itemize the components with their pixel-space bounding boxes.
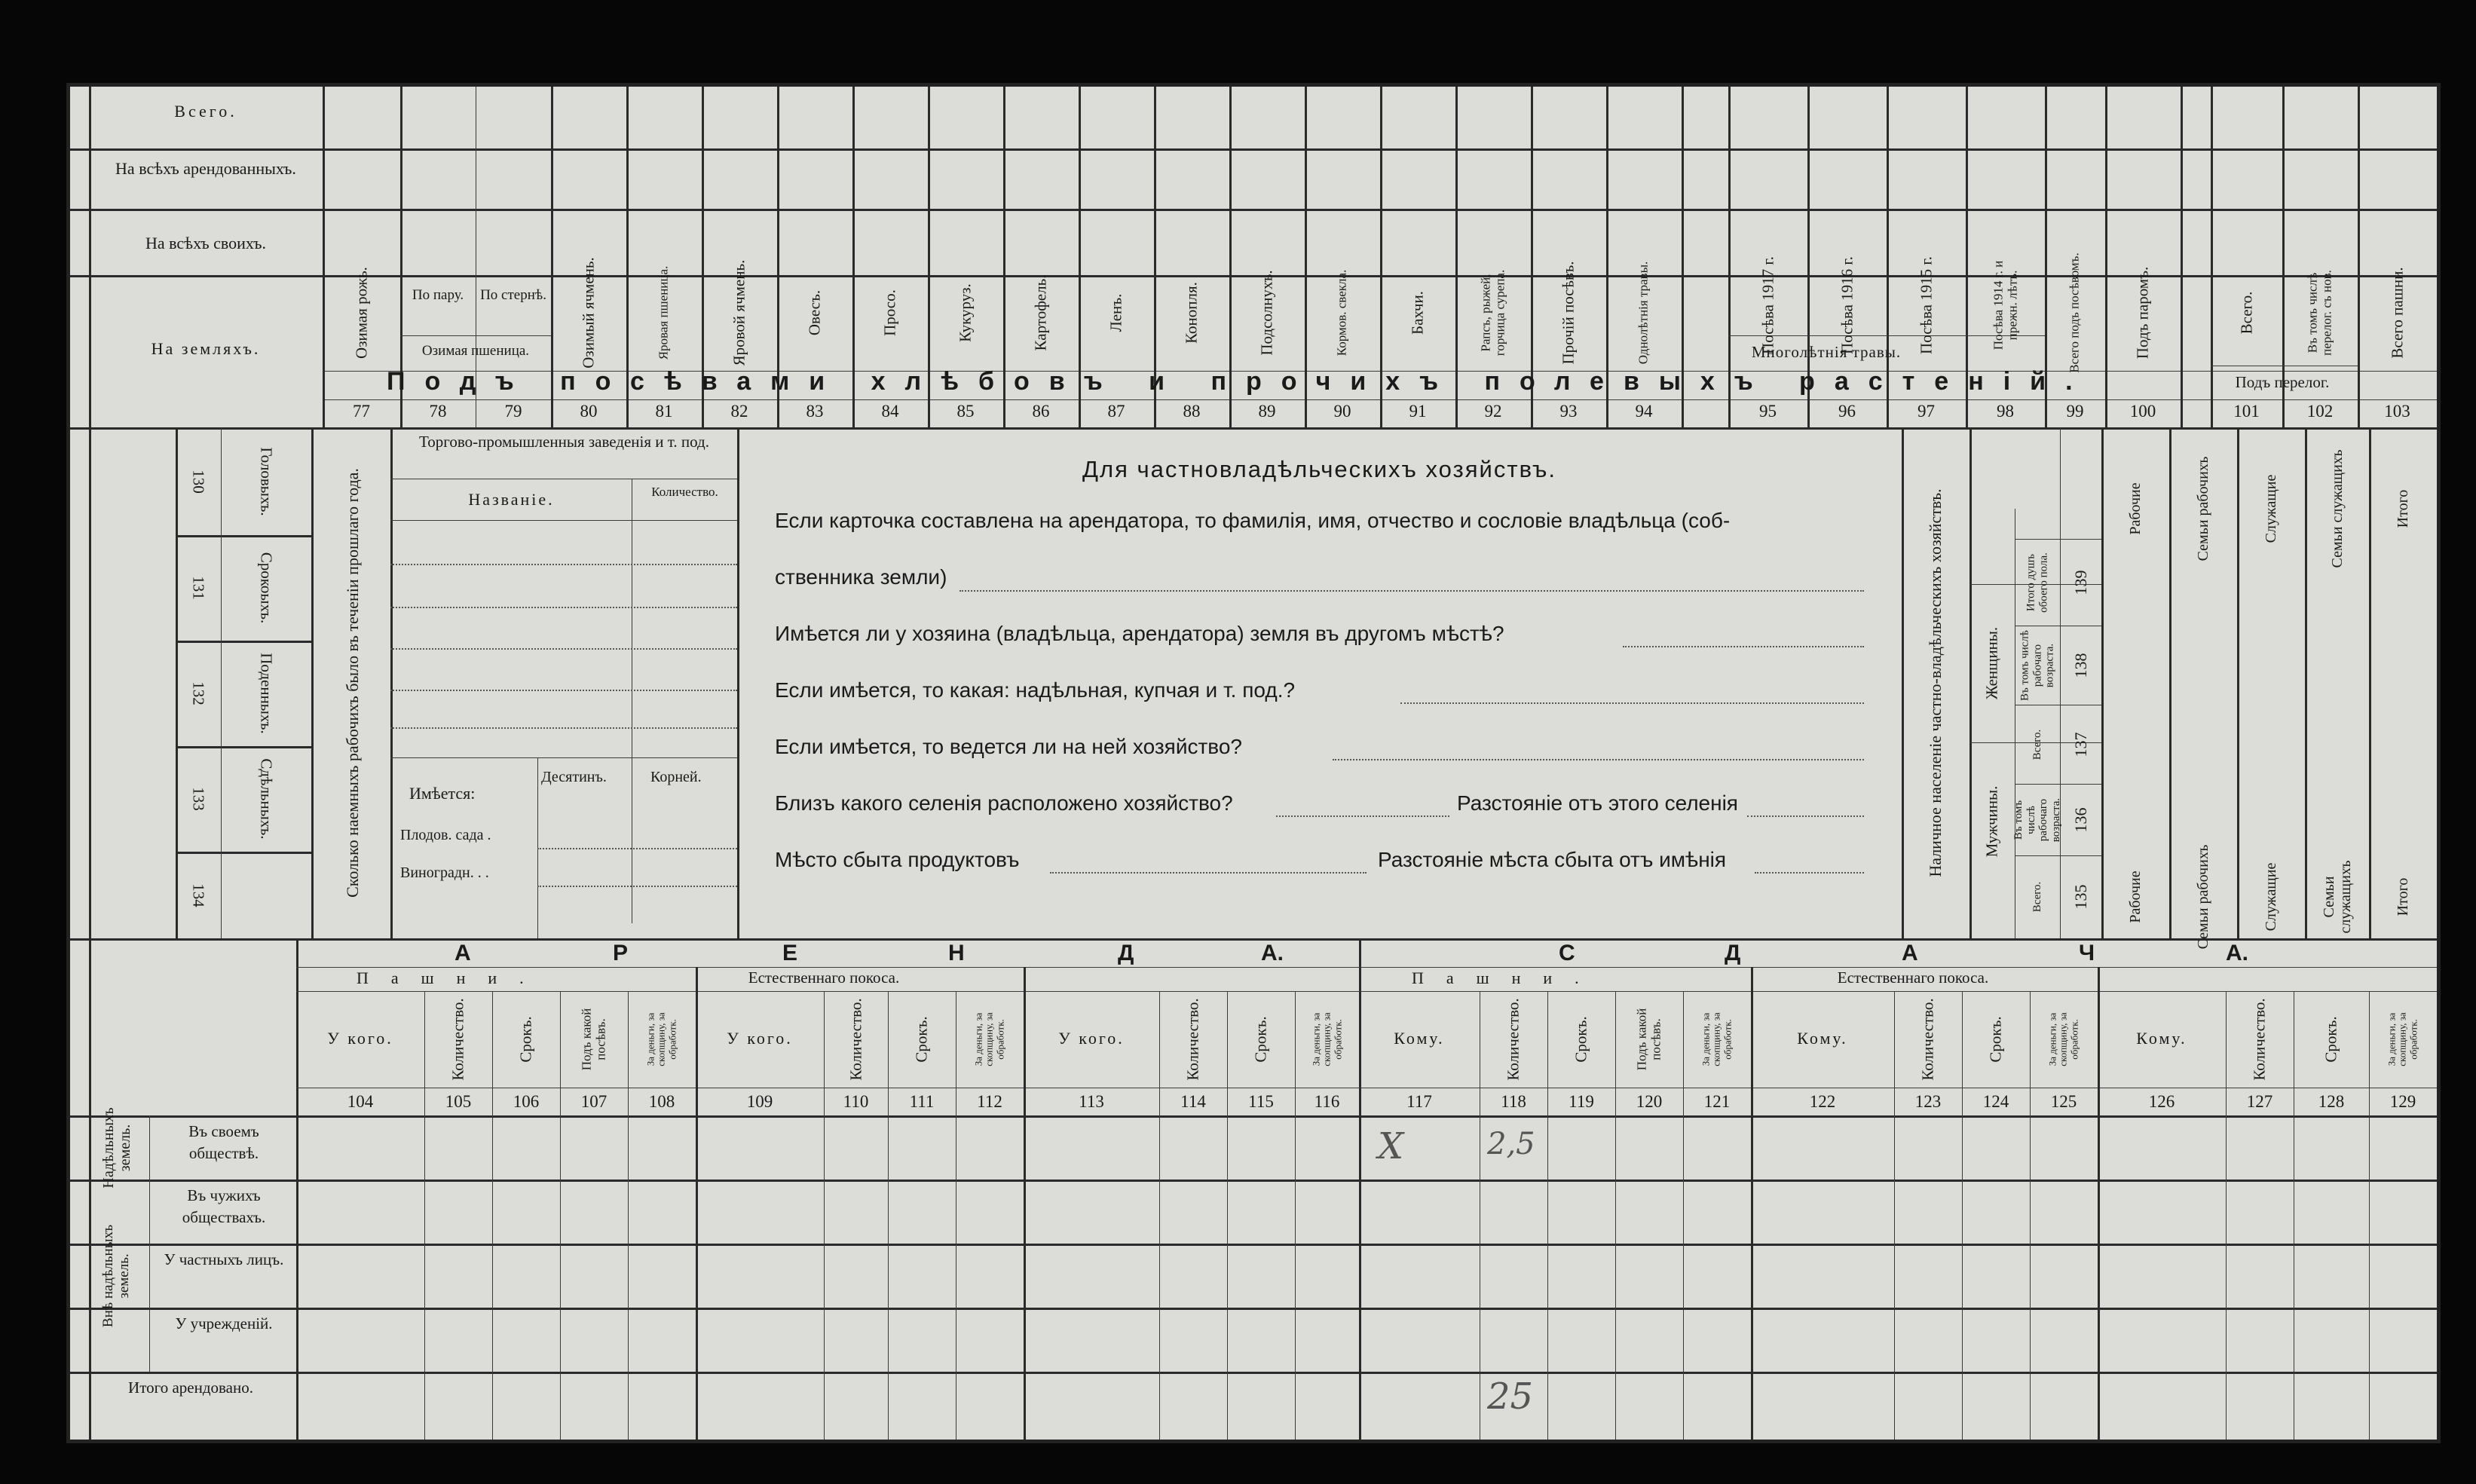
rule <box>311 427 314 938</box>
rule <box>70 1244 2437 1246</box>
row-institutions: У учрежденій. <box>175 1314 273 1333</box>
column-rule <box>560 991 561 1443</box>
lease-arable-label: Пашни. <box>1412 968 1602 987</box>
dotted-line <box>390 564 737 565</box>
rule <box>89 87 91 1443</box>
column-number-84: 84 <box>881 402 899 421</box>
sdacha-letter: А <box>1902 941 1918 965</box>
column-label-104: У кого. <box>327 1029 393 1048</box>
column-label-126: Кому. <box>2136 1029 2187 1048</box>
column-rule <box>424 991 425 1443</box>
column-rule <box>1894 991 1895 1443</box>
question-2: Имѣется ли у хозяина (владѣльца, арендатора) земля въ другомъ мѣстѣ? <box>775 622 1504 645</box>
column-label-82: Яровой ячмень. <box>730 259 748 366</box>
column-label-139: Итого душъ обоего пола. <box>2025 552 2049 613</box>
dotted-line <box>537 886 737 887</box>
column-number-104: 104 <box>347 1092 374 1111</box>
column-number-88: 88 <box>1183 402 1201 421</box>
column-number-114: 114 <box>1180 1092 1206 1111</box>
sdacha-letter: Ч <box>2079 941 2095 965</box>
column-number-113: 113 <box>1079 1092 1104 1111</box>
rule <box>2305 427 2307 938</box>
column-number-129: 129 <box>2389 1092 2416 1111</box>
rule <box>2015 784 2101 785</box>
rule <box>296 991 2437 992</box>
column-rule <box>888 991 889 1443</box>
column-number-89: 89 <box>1258 402 1276 421</box>
workers-caption: Сколько наемныхъ рабочихъ было въ теченіи прошлаго года. <box>342 468 362 898</box>
column-label-93: Прочій посѣвъ. <box>1559 261 1578 365</box>
column-number-124: 124 <box>1982 1092 2009 1111</box>
column-number-101: 101 <box>2233 402 2260 421</box>
column-number-132: 132 <box>189 681 208 705</box>
column-label-110: Количество. <box>846 998 865 1081</box>
column-rule <box>492 991 493 1443</box>
column-label-121: За деньги, за скопщину, за обработк. <box>1700 1012 1734 1066</box>
men-label: Мужчины. <box>1982 785 2001 858</box>
column-number-100: 100 <box>2129 402 2156 421</box>
column-label-114: Количество. <box>1183 998 1202 1081</box>
column-label-96: Посѣва 1916 г. <box>1837 256 1856 354</box>
column-number-110: 110 <box>843 1092 869 1111</box>
rule <box>70 209 2437 211</box>
column-label-117: Кому. <box>1394 1029 1445 1048</box>
column-label-131: Срокоыхъ. <box>257 552 276 624</box>
column-label-103: Всего пашни. <box>2387 267 2406 359</box>
column-label-116: За деньги, за скопщину, за обработк. <box>1310 1012 1343 1066</box>
column-label-88: Конопля. <box>1182 282 1201 344</box>
handwritten-x: Х <box>1378 1125 1404 1167</box>
row-private-persons: У частныхъ лицъ. <box>164 1250 284 1268</box>
column-number-79: 79 <box>504 402 522 421</box>
rule <box>221 427 222 938</box>
rule <box>176 746 311 748</box>
trade-qty-header: Количество. <box>651 485 718 499</box>
column-label-122: Кому. <box>1797 1029 1848 1048</box>
column-label-95: Посѣва 1917 г. <box>1758 256 1777 354</box>
column-rule <box>628 991 629 1443</box>
right-column-label: Итого <box>2395 877 2411 916</box>
right-column-label: Служащие <box>2263 474 2279 543</box>
column-number-94: 94 <box>1635 402 1653 421</box>
rule <box>390 520 737 521</box>
row-label-lands: На земляхъ. <box>151 339 261 358</box>
column-number-78: 78 <box>429 402 447 421</box>
column-label-85: Кукуруз. <box>956 283 975 342</box>
column-label-132: Поденныхъ. <box>257 653 276 734</box>
column-label-111: Срокъ. <box>912 1016 931 1063</box>
rule <box>70 1372 2437 1374</box>
arenda-letter: Д <box>1118 941 1134 965</box>
column-label-107: Подъ какой посѣвъ. <box>579 1008 608 1071</box>
column-number-109: 109 <box>746 1092 773 1111</box>
column-label-119: Срокъ. <box>1572 1016 1590 1063</box>
column-number-107: 107 <box>580 1092 608 1111</box>
column-rule <box>2358 87 2360 427</box>
rule <box>390 757 737 758</box>
rule <box>70 148 2437 151</box>
column-number-87: 87 <box>1107 402 1125 421</box>
column-label-118: Количество. <box>1504 998 1523 1081</box>
column-label-124: Срокъ. <box>1986 1016 2005 1063</box>
column-number-130: 130 <box>189 469 208 494</box>
column-label-102: Въ томъ числѣ перелог. съ нов. <box>2305 270 2334 356</box>
trade-title: Торгово-промышленныя заведенія и т. под. <box>419 433 709 451</box>
column-number-95: 95 <box>1759 402 1777 421</box>
column-label-98: Посѣва 1914 г. и прежн. лѣтъ. <box>1990 260 2019 350</box>
question-6a: Мѣсто сбыта продуктовъ <box>775 848 1020 871</box>
column-label-129: За деньги, за скопщину, за обработк. <box>2386 1012 2419 1066</box>
right-column-label: Семьи служащихъ <box>2320 860 2354 934</box>
column-number-77: 77 <box>353 402 370 421</box>
rule <box>2101 427 2104 938</box>
column-label-138: Въ томъ числѣ рабочаго возраста. <box>2018 629 2056 701</box>
column-number-106: 106 <box>513 1092 540 1111</box>
answer-line[interactable] <box>1755 872 1864 874</box>
group-vne: Внѣ надѣльныхъ земель. <box>100 1224 132 1328</box>
answer-line[interactable] <box>1400 702 1864 704</box>
column-number-126: 126 <box>2148 1092 2175 1111</box>
column-label-125: За деньги, за скопщину, за обработк. <box>2046 1012 2080 1066</box>
column-label-106: Срокъ. <box>516 1016 535 1063</box>
row-label-rented: На всѣхъ арендованныхъ. <box>115 159 296 178</box>
column-rule <box>2181 87 2183 427</box>
dotted-line <box>390 607 737 608</box>
column-number-85: 85 <box>956 402 975 421</box>
column-number-81: 81 <box>655 402 673 421</box>
column-label-108: За деньги, за скопщину, за обработк. <box>644 1012 678 1066</box>
answer-line[interactable] <box>1333 759 1864 760</box>
women-label: Женщины. <box>1982 626 2001 700</box>
perelog-label: Подъ перелог. <box>2235 373 2330 391</box>
column-number-115: 115 <box>1248 1092 1274 1111</box>
sdacha-letter: С <box>1559 941 1575 965</box>
column-rule <box>2226 991 2227 1443</box>
private-box-title: Для частновладѣльческихъ хозяйствъ. <box>1082 456 1556 482</box>
arenda-letter: Р <box>613 941 629 965</box>
rule <box>2060 427 2061 938</box>
column-number-90: 90 <box>1333 402 1351 421</box>
column-number-98: 98 <box>1997 402 2014 421</box>
column-number-135: 135 <box>2070 884 2090 910</box>
rule <box>176 852 311 854</box>
rule <box>1902 427 1904 938</box>
answer-line[interactable] <box>1623 646 1864 647</box>
column-number-128: 128 <box>2318 1092 2345 1111</box>
column-number-108: 108 <box>648 1092 675 1111</box>
handwritten-2-5: 2,5 <box>1487 1127 1535 1161</box>
column-label-84: Просо. <box>880 289 899 336</box>
column-label-135: Всего. <box>2031 881 2043 913</box>
column-number-116: 116 <box>1314 1092 1340 1111</box>
rule <box>2015 539 2101 540</box>
column-number-131: 131 <box>189 576 208 600</box>
column-number-102: 102 <box>2306 402 2334 421</box>
column-number-137: 137 <box>2070 732 2090 757</box>
arenda-letter: А. <box>1261 941 1284 965</box>
row-total-rented: Итого арендовано. <box>128 1378 253 1397</box>
column-number-125: 125 <box>2050 1092 2077 1111</box>
column-label-127: Количество. <box>2250 998 2269 1081</box>
group-nadel: Надѣльныхъ земель. <box>100 1107 133 1189</box>
column-label-94: Однолѣтнія травы. <box>1636 261 1651 365</box>
right-column-label: Семьи служащихъ <box>2328 449 2346 568</box>
column-number-105: 105 <box>445 1092 472 1111</box>
column-rule <box>824 991 825 1443</box>
rule <box>176 427 178 938</box>
column-label-77: Озимая рожь. <box>351 267 370 359</box>
column-label-105: Количество. <box>448 998 467 1081</box>
dotted-line <box>390 727 737 729</box>
column-number-111: 111 <box>909 1092 935 1111</box>
handwritten-25: 25 <box>1487 1375 1534 1418</box>
rule <box>2237 427 2239 938</box>
column-number-122: 122 <box>1809 1092 1836 1111</box>
column-number-121: 121 <box>1703 1092 1731 1111</box>
column-label-136: Въ томъ числѣ рабочаго возраста. <box>2012 797 2062 842</box>
column-number-123: 123 <box>1914 1092 1942 1111</box>
column-label-113: У кого. <box>1058 1029 1125 1048</box>
question-1a: Если карточка составлена на арендатора, то фамилія, имя, отчество и сословіе владѣльца (соб- <box>775 509 1731 532</box>
rule <box>1359 938 1361 1443</box>
column-number-96: 96 <box>1838 402 1856 421</box>
rule <box>70 1308 2437 1310</box>
column-rule <box>2437 87 2439 427</box>
rule <box>400 335 551 336</box>
column-number-103: 103 <box>2384 402 2410 421</box>
rule <box>149 1115 150 1372</box>
arenda-letter: Е <box>782 941 798 965</box>
column-number-92: 92 <box>1484 402 1502 421</box>
column-rule <box>1962 991 1963 1443</box>
question-3: Если имѣется, то какая: надѣльная, купчая и т. под.? <box>775 678 1296 702</box>
question-4: Если имѣется, то ведется ли на ней хозяйство? <box>775 735 1242 758</box>
column-label-91: Бахчи. <box>1408 291 1427 335</box>
right-column-label: Семьи рабочихъ <box>2195 844 2211 950</box>
column-label-115: Срокъ. <box>1251 1016 1270 1063</box>
column-label-83: Овесъ. <box>805 289 824 336</box>
rule <box>296 967 2437 968</box>
column-label-130: Головыхъ. <box>257 446 276 516</box>
rule <box>70 1115 2437 1118</box>
column-number-99: 99 <box>2066 402 2084 421</box>
column-label-99: Всего подъ посѣвомъ. <box>2067 252 2082 373</box>
rule <box>737 427 739 938</box>
vineyard-label: Виноградн. . . <box>400 864 489 881</box>
rent-arable-label: Пашни. <box>357 968 546 987</box>
question-5a: Близъ какого селенія расположено хозяйство? <box>775 791 1233 815</box>
column-label-137: Всего. <box>2031 729 2043 760</box>
column-number-117: 117 <box>1406 1092 1432 1111</box>
rule <box>176 535 311 537</box>
rule <box>2169 427 2171 938</box>
column-rule <box>2369 991 2370 1443</box>
column-number-118: 118 <box>1501 1092 1526 1111</box>
crops-banner: Подъ посѣвами хлѣбовъ и прочихъ полевыхъ растеній. <box>387 367 2092 396</box>
column-label-89: Подсолнухъ. <box>1257 270 1276 356</box>
question-6b: Разстояніе мѣста сбыта отъ имѣнія <box>1378 848 1727 871</box>
column-label-120: Подъ какой посѣвъ. <box>1634 1008 1663 1071</box>
ozimaya-label: Озимая пшеница. <box>421 343 530 359</box>
column-number-97: 97 <box>1917 402 1935 421</box>
column-rule <box>1159 991 1160 1443</box>
rule <box>2015 855 2101 856</box>
column-number-82: 82 <box>730 402 748 421</box>
garden-desyatin: Десятинъ. <box>541 769 607 785</box>
rule <box>2369 427 2371 938</box>
column-label-86: Картофель. <box>1031 274 1050 351</box>
sdacha-letter: А. <box>2226 941 2248 965</box>
column-number-120: 120 <box>1636 1092 1663 1111</box>
column-rule <box>1615 991 1616 1443</box>
column-label-90: Кормов. свекла. <box>1334 269 1349 356</box>
column-label-128: Срокъ. <box>2321 1016 2340 1063</box>
column-label-123: Количество. <box>1918 998 1937 1081</box>
column-label-87: Ленъ. <box>1106 293 1125 332</box>
orchard-label: Плодов. сада . <box>400 827 491 843</box>
column-label-92: Рапсъ, рыжей, горчица сурепа. <box>1478 269 1507 356</box>
rent-hay-label: Естественнаго покоса. <box>748 968 900 987</box>
right-column-label: Итого <box>2395 489 2411 528</box>
rule <box>70 427 2437 430</box>
rule <box>1969 427 1972 938</box>
garden-have: Имѣется: <box>409 784 476 803</box>
row-other-societies: Въ чужихъ обществахъ. <box>182 1186 266 1227</box>
dotted-line <box>390 690 737 691</box>
column-label-79: По стернѣ. <box>480 287 546 303</box>
column-rule <box>1683 991 1684 1443</box>
column-rule <box>1547 991 1548 1443</box>
question-1b: ственника земли) <box>775 565 947 589</box>
column-number-133: 133 <box>189 787 208 811</box>
right-column-label: Семьи рабочихъ <box>2195 456 2211 561</box>
column-number-80: 80 <box>580 402 598 421</box>
sdacha-letter: Д <box>1725 941 1741 965</box>
row-label-total: Всего. <box>174 102 237 121</box>
column-rule <box>1227 991 1228 1443</box>
column-number-86: 86 <box>1032 402 1050 421</box>
column-label-133: Сдѣльныхъ. <box>257 758 276 840</box>
dotted-line <box>537 848 737 849</box>
right-column-label: Рабочие <box>2127 871 2144 923</box>
answer-line[interactable] <box>1276 815 1449 817</box>
column-number-119: 119 <box>1569 1092 1594 1111</box>
column-rule <box>1295 991 1296 1443</box>
column-number-91: 91 <box>1409 402 1427 421</box>
lease-hay-label: Естественнаго покоса. <box>1837 968 1989 987</box>
row-label-own: На всѣхъ своихъ. <box>145 234 266 252</box>
column-label-80: Озимый ячмень. <box>579 257 598 369</box>
column-number-136: 136 <box>2070 807 2090 832</box>
column-number-83: 83 <box>806 402 824 421</box>
column-label-81: Яровая пшеница. <box>656 265 671 360</box>
row-own-society: Въ своемъ обществѣ. <box>188 1122 259 1163</box>
question-5b: Разстояніе отъ этого селенія <box>1457 791 1738 815</box>
column-label-109: У кого. <box>727 1029 793 1048</box>
column-label-78: По пару. <box>412 287 464 303</box>
rule <box>70 1180 2437 1182</box>
answer-line[interactable] <box>1050 872 1367 874</box>
column-number-138: 138 <box>2070 653 2090 678</box>
dotted-line <box>390 648 737 650</box>
column-rule <box>2030 991 2031 1443</box>
trade-name-header: Названіе. <box>468 490 555 509</box>
column-number-134: 134 <box>189 883 208 907</box>
column-label-101: Всего. <box>2236 291 2255 335</box>
column-number-127: 127 <box>2246 1092 2273 1111</box>
rule <box>323 87 325 427</box>
rule <box>176 641 311 643</box>
right-column-label: Рабочие <box>2127 482 2144 535</box>
arenda-letter: Н <box>948 941 965 965</box>
column-label-100: Подъ паромъ. <box>2133 266 2152 360</box>
answer-line[interactable] <box>1747 815 1864 817</box>
census-card-sheet <box>66 83 2441 1443</box>
answer-line[interactable] <box>959 590 1864 592</box>
column-number-112: 112 <box>977 1092 1002 1111</box>
rule <box>296 938 298 1443</box>
column-number-93: 93 <box>1559 402 1578 421</box>
mnogolet-label: Многолѣтнія травы. <box>1751 343 1902 361</box>
column-label-97: Посѣва 1915 г. <box>1916 256 1935 354</box>
arenda-letter: А <box>454 941 471 965</box>
garden-roots: Корней. <box>650 769 702 785</box>
right-column-label: Служащие <box>2263 862 2279 932</box>
column-label-112: За деньги, за скопщину, за обработк. <box>972 1012 1006 1066</box>
column-number-139: 139 <box>2070 570 2090 595</box>
population-caption: Наличное населеніе частно-владѣльческихъ хозяйствъ. <box>1925 488 1945 877</box>
